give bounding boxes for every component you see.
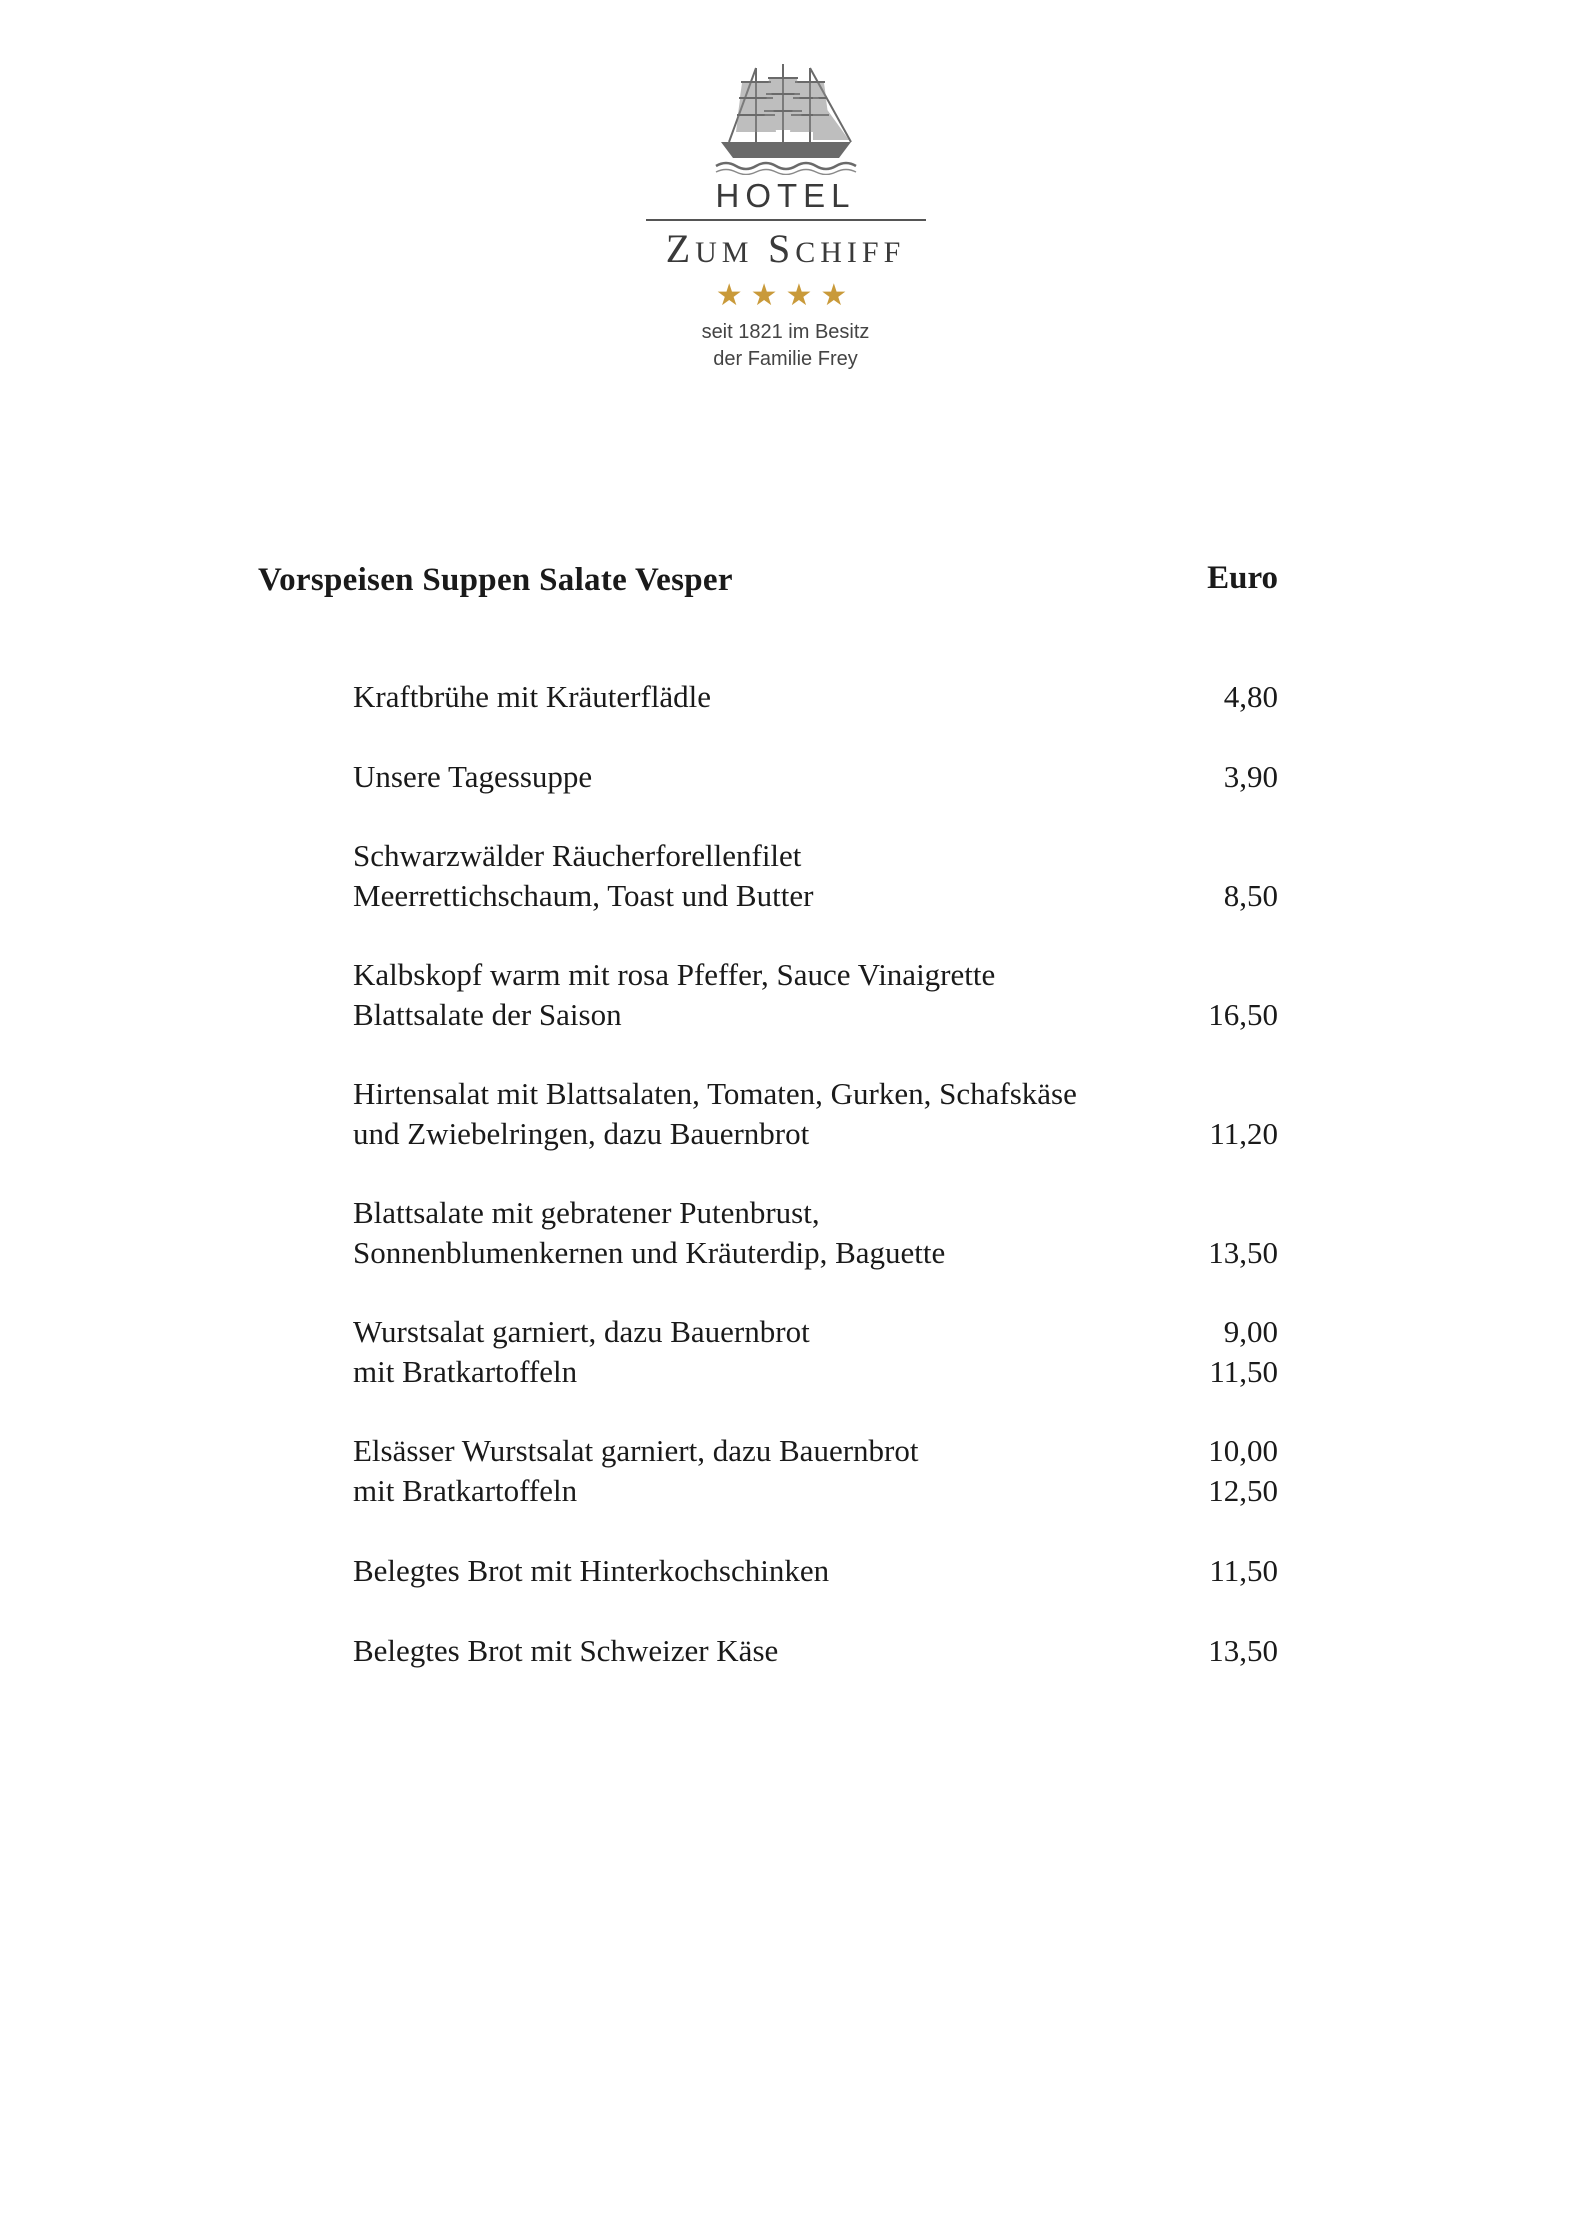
dish-price: 13,50 [1208, 1633, 1278, 1668]
menu-item [353, 1551, 1278, 1591]
menu-item [353, 1074, 1278, 1154]
dish-price: 12,50 [1208, 1473, 1278, 1508]
dish-variant: mit Bratkartoffeln [353, 1354, 578, 1389]
section-heading: Vorspeisen Suppen Salate Vesper [258, 562, 733, 598]
hotel-name-um: UM [695, 236, 754, 269]
menu-item-line [353, 1631, 1278, 1671]
menu-item [353, 1312, 1278, 1392]
hotel-name [0, 227, 1571, 275]
dish-price: 8,50 [1223, 878, 1278, 913]
menu-item-line [353, 1312, 1278, 1352]
logo-divider [646, 219, 926, 221]
menu-item [353, 1631, 1278, 1671]
dish-name: Kalbskopf warm mit rosa Pfeffer, Sauce Vinaigrette [353, 957, 996, 992]
dish-price: 11,20 [1209, 1116, 1278, 1151]
menu-item-line [353, 876, 1278, 916]
hotel-name-z: Z [665, 226, 696, 271]
menu-item-line [353, 1193, 1278, 1233]
menu-item-line [353, 1471, 1278, 1511]
menu-item-line [353, 757, 1278, 797]
dish-price: 11,50 [1209, 1354, 1278, 1389]
menu-item-line [353, 836, 1278, 876]
menu-item [353, 1431, 1278, 1511]
menu-item-line [353, 1551, 1278, 1591]
menu-item [353, 955, 1278, 1035]
hotel-name-chiff: CHIFF [795, 236, 906, 269]
sailing-ship-icon [711, 60, 861, 175]
dish-price: 3,90 [1223, 759, 1278, 794]
menu-item-line [353, 1114, 1278, 1154]
dish-price: 13,50 [1208, 1235, 1278, 1270]
menu-item-line [353, 1233, 1278, 1273]
menu-item-line [353, 1431, 1278, 1471]
currency-heading: Euro [1207, 560, 1278, 596]
hotel-logo [0, 60, 1571, 373]
dish-price: 11,50 [1209, 1553, 1278, 1588]
dish-name: Elsässer Wurstsalat garniert, dazu Bauernbrot [353, 1433, 919, 1468]
menu-item [353, 677, 1278, 717]
dish-description: und Zwiebelringen, dazu Bauernbrot [353, 1116, 810, 1151]
star-rating: ★★★★ [715, 279, 856, 312]
dish-name: Kraftbrühe mit Kräuterflädle [353, 679, 712, 714]
dish-variant: mit Bratkartoffeln [353, 1473, 578, 1508]
hotel-name-s: S [767, 226, 796, 271]
dish-name: Schwarzwälder Räucherforellenfilet [353, 838, 802, 873]
tagline-line-1: seit 1821 im Besitz [701, 321, 870, 343]
menu-item [353, 1193, 1278, 1273]
tagline-line-2: der Familie Frey [713, 348, 858, 370]
hotel-word: HOTEL [715, 177, 856, 214]
dish-name: Belegtes Brot mit Schweizer Käse [353, 1633, 779, 1668]
dish-description: Blattsalate der Saison [353, 997, 622, 1032]
dish-name: Unsere Tagessuppe [353, 759, 593, 794]
dish-description: Sonnenblumenkernen und Kräuterdip, Baguette [353, 1235, 946, 1270]
dish-price: 4,80 [1223, 679, 1278, 714]
menu-item [353, 836, 1278, 916]
dish-price: 16,50 [1208, 997, 1278, 1032]
menu-item-line [353, 1352, 1278, 1392]
menu-item-line [353, 995, 1278, 1035]
dish-name: Blattsalate mit gebratener Putenbrust, [353, 1195, 820, 1230]
dish-price: 10,00 [1208, 1433, 1278, 1468]
menu-item-line [353, 677, 1278, 717]
dish-name: Wurstsalat garniert, dazu Bauernbrot [353, 1314, 810, 1349]
menu-item-line [353, 1074, 1278, 1114]
menu-item-line [353, 955, 1278, 995]
dish-name: Belegtes Brot mit Hinterkochschinken [353, 1553, 830, 1588]
dish-price: 9,00 [1223, 1314, 1278, 1349]
dish-name: Hirtensalat mit Blattsalaten, Tomaten, Gurken, Schafskäse [353, 1076, 1077, 1111]
menu-item [353, 757, 1278, 797]
dish-description: Meerrettichschaum, Toast und Butter [353, 878, 814, 913]
